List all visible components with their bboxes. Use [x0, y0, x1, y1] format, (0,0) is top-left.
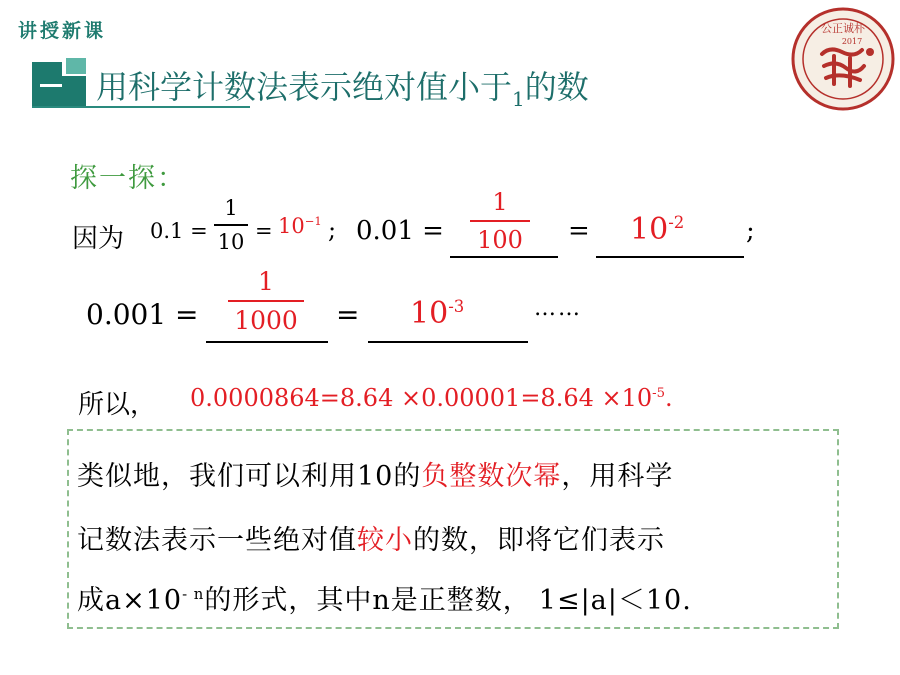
summary-text: 的	[393, 461, 422, 492]
logo-year: 2017	[841, 37, 863, 46]
fraction-denominator: 10	[217, 229, 245, 254]
title-prefix: 用科学计数法表示绝对值小于	[96, 68, 513, 106]
title-suffix: 的数	[524, 68, 589, 106]
answer-blank	[596, 256, 744, 258]
line1-semicolon2: ;	[746, 216, 755, 246]
fraction-numerator: 1	[492, 188, 508, 216]
power-exponent: -3	[448, 297, 465, 316]
power-base: 10	[278, 214, 305, 238]
fraction-bar	[214, 224, 248, 226]
power-ten-neg3	[410, 296, 464, 331]
summary-text: 的数，即将它们表示	[413, 525, 665, 556]
fraction-bar	[228, 300, 304, 302]
summary-number: 10	[357, 461, 394, 492]
explore-label: 探一探：	[70, 163, 186, 194]
title-underline	[32, 106, 250, 108]
fraction-one-thousandth	[228, 267, 304, 335]
school-logo	[790, 6, 896, 112]
line1-lhs1: 0.1 =	[150, 219, 208, 243]
line2-lhs: 0.001 =	[86, 298, 199, 331]
line1-eq2: =	[568, 216, 590, 246]
summary-inequality: 1≤|a|＜10.	[538, 585, 692, 616]
answer-blank	[206, 341, 328, 343]
page-title	[96, 62, 589, 111]
summary-highlight: 负整数次幂	[421, 461, 562, 492]
line2-eq: =	[336, 298, 360, 331]
fraction-denominator: 100	[477, 225, 523, 254]
answer-blank	[368, 341, 528, 343]
line1-semicolon1: ;	[328, 216, 337, 244]
fraction-denominator: 1000	[234, 305, 298, 335]
power-exponent: -2	[668, 213, 685, 232]
because-label: 因为	[72, 224, 125, 254]
example-end: .	[665, 384, 673, 412]
summary-text: 记数法表示一些绝对值	[77, 525, 357, 556]
power-ten-neg1	[278, 214, 322, 238]
so-label: 所以，	[78, 390, 157, 420]
line2-ellipsis: ……	[534, 296, 582, 321]
example-exponent: -5	[652, 386, 665, 401]
fraction-one-tenth	[214, 196, 248, 254]
power-base: 10	[410, 296, 449, 331]
power-exponent: −1	[304, 214, 322, 228]
line1-eq1: =	[255, 219, 273, 243]
section-tag: 讲授新课	[18, 20, 107, 42]
fraction-one-hundredth	[470, 188, 530, 254]
summary-text: 的形式，其中	[204, 585, 373, 616]
fraction-numerator: 1	[258, 267, 274, 296]
example-expression	[190, 384, 673, 412]
power-ten-neg2	[630, 212, 684, 247]
power-base: 10	[630, 212, 669, 247]
summary-formula: a×10	[105, 585, 183, 616]
summary-line-1	[77, 454, 673, 493]
line1-lhs2: 0.01 =	[356, 216, 444, 246]
example-expr-text: 0.0000864=8.64 ×0.00001=8.64 ×10	[190, 384, 653, 412]
summary-text: 成	[77, 585, 105, 616]
fraction-bar	[470, 220, 530, 222]
logo-top-text: 公正诚朴	[821, 22, 865, 35]
summary-formula-exponent: - n	[182, 585, 205, 603]
summary-line-2	[77, 518, 665, 557]
answer-blank	[450, 256, 558, 258]
title-one: 1	[512, 87, 525, 111]
summary-line-3	[77, 578, 692, 617]
summary-variable: n	[372, 585, 391, 616]
title-bullet-icon	[32, 56, 86, 106]
summary-text: 类似地，我们可以利用	[77, 461, 357, 492]
summary-highlight: 较小	[357, 525, 413, 556]
summary-text: 是正整数，	[390, 585, 531, 616]
fraction-numerator: 1	[224, 196, 238, 220]
summary-text: ，用科学	[561, 461, 674, 492]
